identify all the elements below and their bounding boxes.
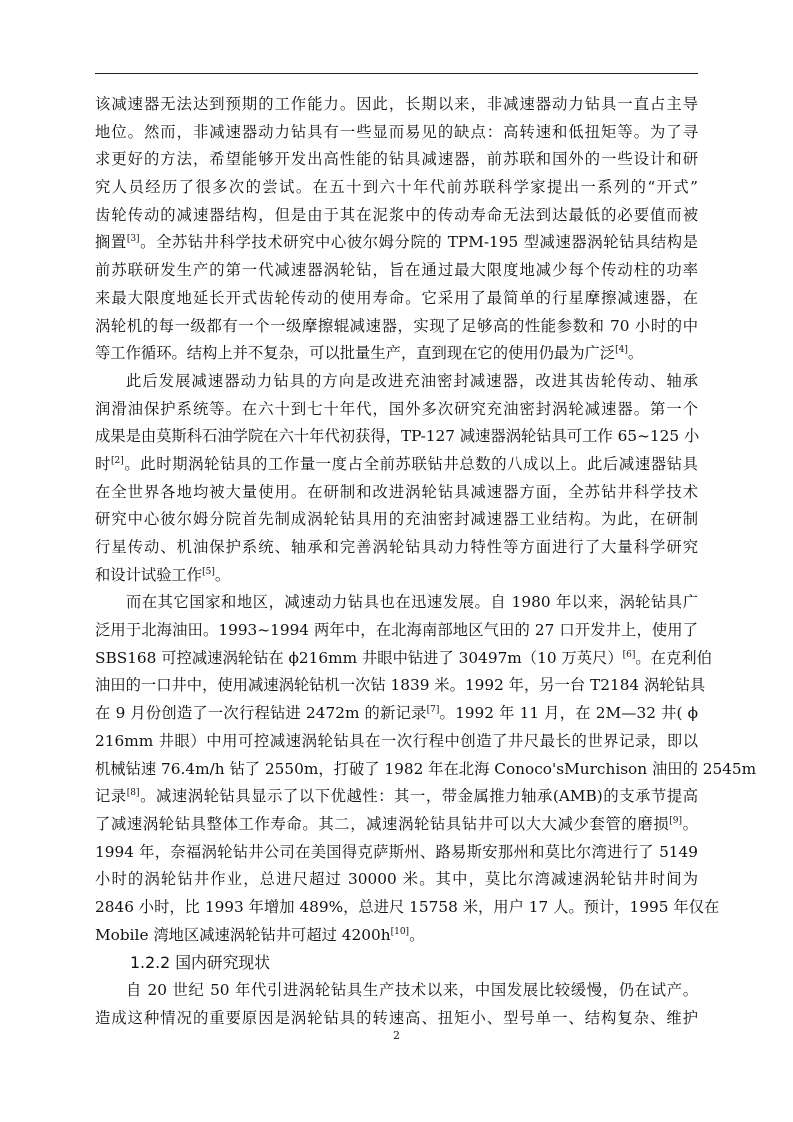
text-line: 行星传动、机油保护系统、轴承和完善涡轮钻具动力特性等方面进行了大量科学研究 [95,538,698,556]
citation-marker: [7] [426,705,440,716]
text-line: 涡轮机的每一级都有一个一级摩擦辊减速器，实现了足够高的性能参数和 70 小时的中 [95,316,698,335]
text-line: Mobile 湾地区减速涡轮钻井可超过 4200h[10]。 [95,925,425,944]
section-heading: 1.2.2 国内研究现状 [130,953,270,973]
page-number: 2 [393,1029,400,1042]
text-line: 机械钻速 76.4m/h 钻了 2550m，打破了 1982 年在北海 Conoco'sMurchison 油田的 2545m [95,759,757,778]
text-line: 此后发展减速器动力钻具的方向是改进充油密封减速器，改进其齿轮传动、轴承 [126,371,698,390]
citation-marker: [5] [202,566,215,577]
citation-marker: [2] [110,455,124,466]
text-line: 216mm 井眼）中用可控减速涡轮钻具在一次行程中创造了井尺最长的世界记录，即以 [95,731,698,750]
document-body [95,91,757,1032]
citation-marker: [8] [126,788,140,799]
body-paragraphs [95,91,757,949]
text-line: 造成这种情况的重要原因是涡轮钻具的转速高、扭矩小、型号单一、结构复杂、维护 [95,1008,698,1027]
citation-marker: [4] [615,345,628,356]
text-line: 齿轮传动的减速器结构，但是由于其在泥浆中的传动寿命无法到达最低的必要值而被 [95,205,698,224]
body-paragraphs-continued [95,977,698,1032]
text-line: SBS168 可控减速涡轮钻在 ϕ216mm 井眼中钻进了 30497m（10 万英尺）[6]。在克利伯 [95,648,712,667]
text-line: 时[2]。此时期涡轮钻具的工作量一度占全前苏联钻井总数的八成以上。此后减速器钻具 [95,454,698,473]
text-line: 研究中心彼尔姆分院首先制成涡轮钻具用的充油密封减速器工业结构。为此，在研制 [95,510,698,529]
text-line: 小时的涡轮钻井作业，总进尺超过 30000 米。其中，莫比尔湾减速涡轮钻井时间为 [95,870,698,889]
text-line: 2846 小时，比 1993 年增加 489%，总进尺 15758 米，用户 17 人。预计，1995 年仅在 [95,897,720,916]
citation-marker: [9] [669,815,683,826]
text-line: 润滑油保护系统等。在六十到七十年代，国外多次研究充油密封涡轮减速器。第一个 [95,399,698,418]
text-line: 泛用于北海油田。1993~1994 两年中，在北海南部地区气田的 27 口开发井上，使用了 [95,621,698,640]
text-line: 成果是由莫斯科石油学院在六十年代初获得，TP-127 减速器涡轮钻具可工作 65~125 小 [95,427,700,446]
text-line: 而在其它国家和地区，减速动力钻具也在迅速发展。自 1980 年以来，涡轮钻具广 [126,593,698,612]
text-line: 究人员经历了很多次的尝试。在五十到六十年代前苏联科学家提出一系列的“开式” [95,178,698,197]
text-line: 自 20 世纪 50 年代引进涡轮钻具生产技术以来，中国发展比较缓慢，仍在试产。 [126,981,698,999]
header-rule [95,73,698,74]
text-line: 油田的一口井中，使用减速涡轮钻机一次钻 1839 米。1992 年，另一台 T2184 涡轮钻具 [95,676,706,695]
text-line: 前苏联研发生产的第一代减速器涡轮钻，旨在通过最大限度地减少每个传动柱的功率 [95,261,698,280]
text-line: 该减速器无法达到预期的工作能力。因此，长期以来，非减速器动力钻具一直占主导 [95,95,698,113]
text-line: 1994 年，奈福涡轮钻井公司在美国得克萨斯州、路易斯安那州和莫比尔湾进行了 5149 [95,842,698,861]
text-line: 来最大限度地延长开式齿轮传动的使用寿命。它采用了最简单的行星摩擦减速器，在 [95,288,698,307]
citation-marker: [10] [390,926,410,937]
citation-marker: [3] [126,234,140,245]
text-line: 和设计试验工作[5]。 [95,565,231,584]
text-line: 在全世界各地均被大量使用。在研制和改进涡轮钻具减速器方面，全苏钻井科学技术 [95,482,698,501]
text-line: 搁置[3]。全苏钻井科学技术研究中心彼尔姆分院的 TPM-195 型减速器涡轮钻具结构是 [95,233,698,252]
citation-marker: [6] [622,649,636,660]
text-line: 了减速涡轮钻具整体工作寿命。其二，减速涡轮钻具钻井可以大大减少套管的磨损[9]。 [95,814,698,833]
text-line: 求更好的方法，希望能够开发出高性能的钻具减速器，前苏联和国外的一些设计和研 [95,150,698,169]
text-line: 等工作循环。结构上并不复杂，可以批量生产，直到现在它的使用仍最为广泛[4]。 [95,344,644,363]
text-line: 在 9 月份创造了一次行程钻进 2472m 的新记录[7]。1992 年 11 月，在 2M—32 井( ϕ [95,704,698,723]
text-line: 记录[8]。减速涡轮钻具显示了以下优越性：其一，带金属推力轴承(AMB)的支承节提高 [95,787,698,806]
text-line: 地位。然而，非减速器动力钻具有一些显而易见的缺点：高转速和低扭矩等。为了寻 [95,122,698,141]
